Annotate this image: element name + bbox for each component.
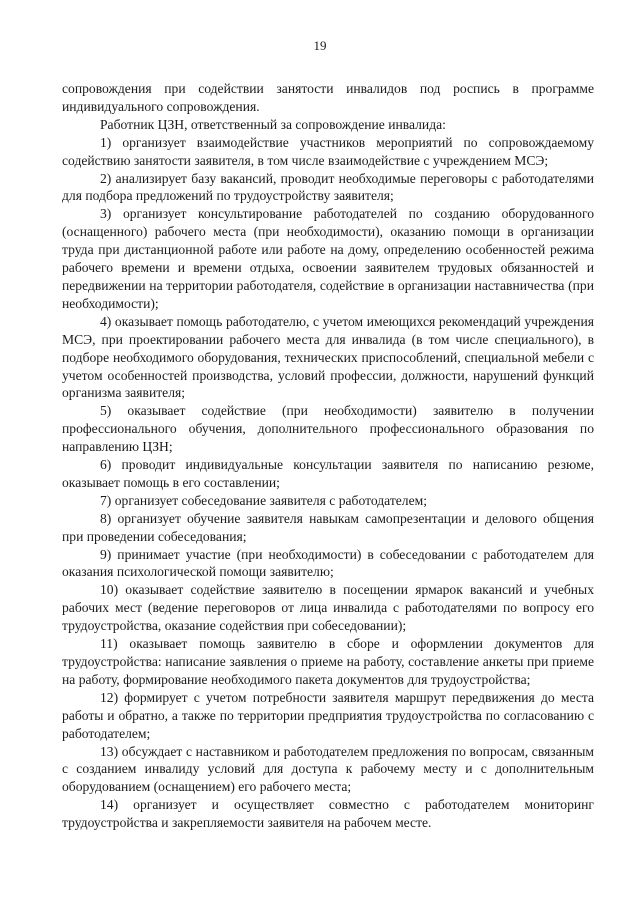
list-item: 13) обсуждает с наставником и работодателем предложения по вопросам, связанным с созданием инвалиду условий для доступа к рабочему месту и с дополнительным оборудованием (оснащением) его рабочего места; (62, 743, 594, 795)
list-item: 4) оказывает помощь работодателю, с учетом имеющихся рекомендаций учреждения МСЭ, при проектировании рабочего места для инвалида (в том числе специального), в подборе необходимого оборудования, технических приспособлений, специальной мебели с учетом особенностей производства, условий профессии, должности, нарушений функций организма заявителя; (62, 313, 594, 401)
paragraph-intro: Работник ЦЗН, ответственный за сопровождение инвалида: (100, 116, 446, 132)
paragraph-continuation: сопровождения при содействии занятости инвалидов под роспись в программе индивидуального сопровождения. (62, 81, 594, 114)
list-item: 9) принимает участие (при необходимости) в собеседовании с работодателем для оказания психологической помощи заявителю; (62, 546, 594, 580)
list-item: 3) организует консультирование работодателей по созданию оборудованного (оснащенного) рабочего места (при необходимости), оказанию помощи в организации труда при дистанционной работе или работе на дому, определению особенностей режима рабочего времени и времени отдыха, освоении заявителем трудовых обязанностей и передвижении на территории работодателя, содействие в организации наставничества (при необходимости); (62, 206, 594, 311)
list-item: 6) проводит индивидуальные консультации заявителя по написанию резюме, оказывает помощь в его составлении; (62, 457, 594, 490)
page-number: 19 (313, 38, 327, 53)
document-body (62, 80, 594, 832)
list-item: 7) организует собеседование заявителя с работодателем; (100, 492, 427, 508)
list-item: 12) формирует с учетом потребности заявителя маршрут передвижения до места работы и обратно, а также по территории предприятия трудоустройства по согласованию с работодателем; (62, 689, 594, 741)
list-item: 1) организует взаимодействие участников мероприятий по сопровождаемому содействию занятости заявителя, в том числе взаимодействие с учреждением МСЭ; (62, 134, 594, 168)
list-item: 14) организует и осуществляет совместно с работодателем мониторинг трудоустройства и закрепляемости заявителя на рабочем месте. (62, 797, 594, 831)
list-item: 2) анализирует базу вакансий, проводит необходимые переговоры с работодателями для подбора предложений по трудоустройству заявителя; (62, 170, 594, 204)
list-item: 10) оказывает содействие заявителю в посещении ярмарок вакансий и учебных рабочих мест (ведение переговоров от лица инвалида с работодателями по вопросу его трудоустройства, оказание содействия при собеседовании); (62, 582, 594, 634)
list-item: 5) оказывает содействие (при необходимости) заявителю в получении профессионального обучения, дополнительного профессионального образования по направлению ЦЗН; (62, 403, 594, 455)
list-item: 8) организует обучение заявителя навыкам самопрезентации и делового общения при проведении собеседования; (62, 510, 594, 544)
list-item: 11) оказывает помощь заявителю в сборе и оформлении документов для трудоустройства: написание заявления о приеме на работу, составление анкеты при приеме на работу, формирование необходимого пакета документов для трудоустройства; (62, 636, 594, 687)
